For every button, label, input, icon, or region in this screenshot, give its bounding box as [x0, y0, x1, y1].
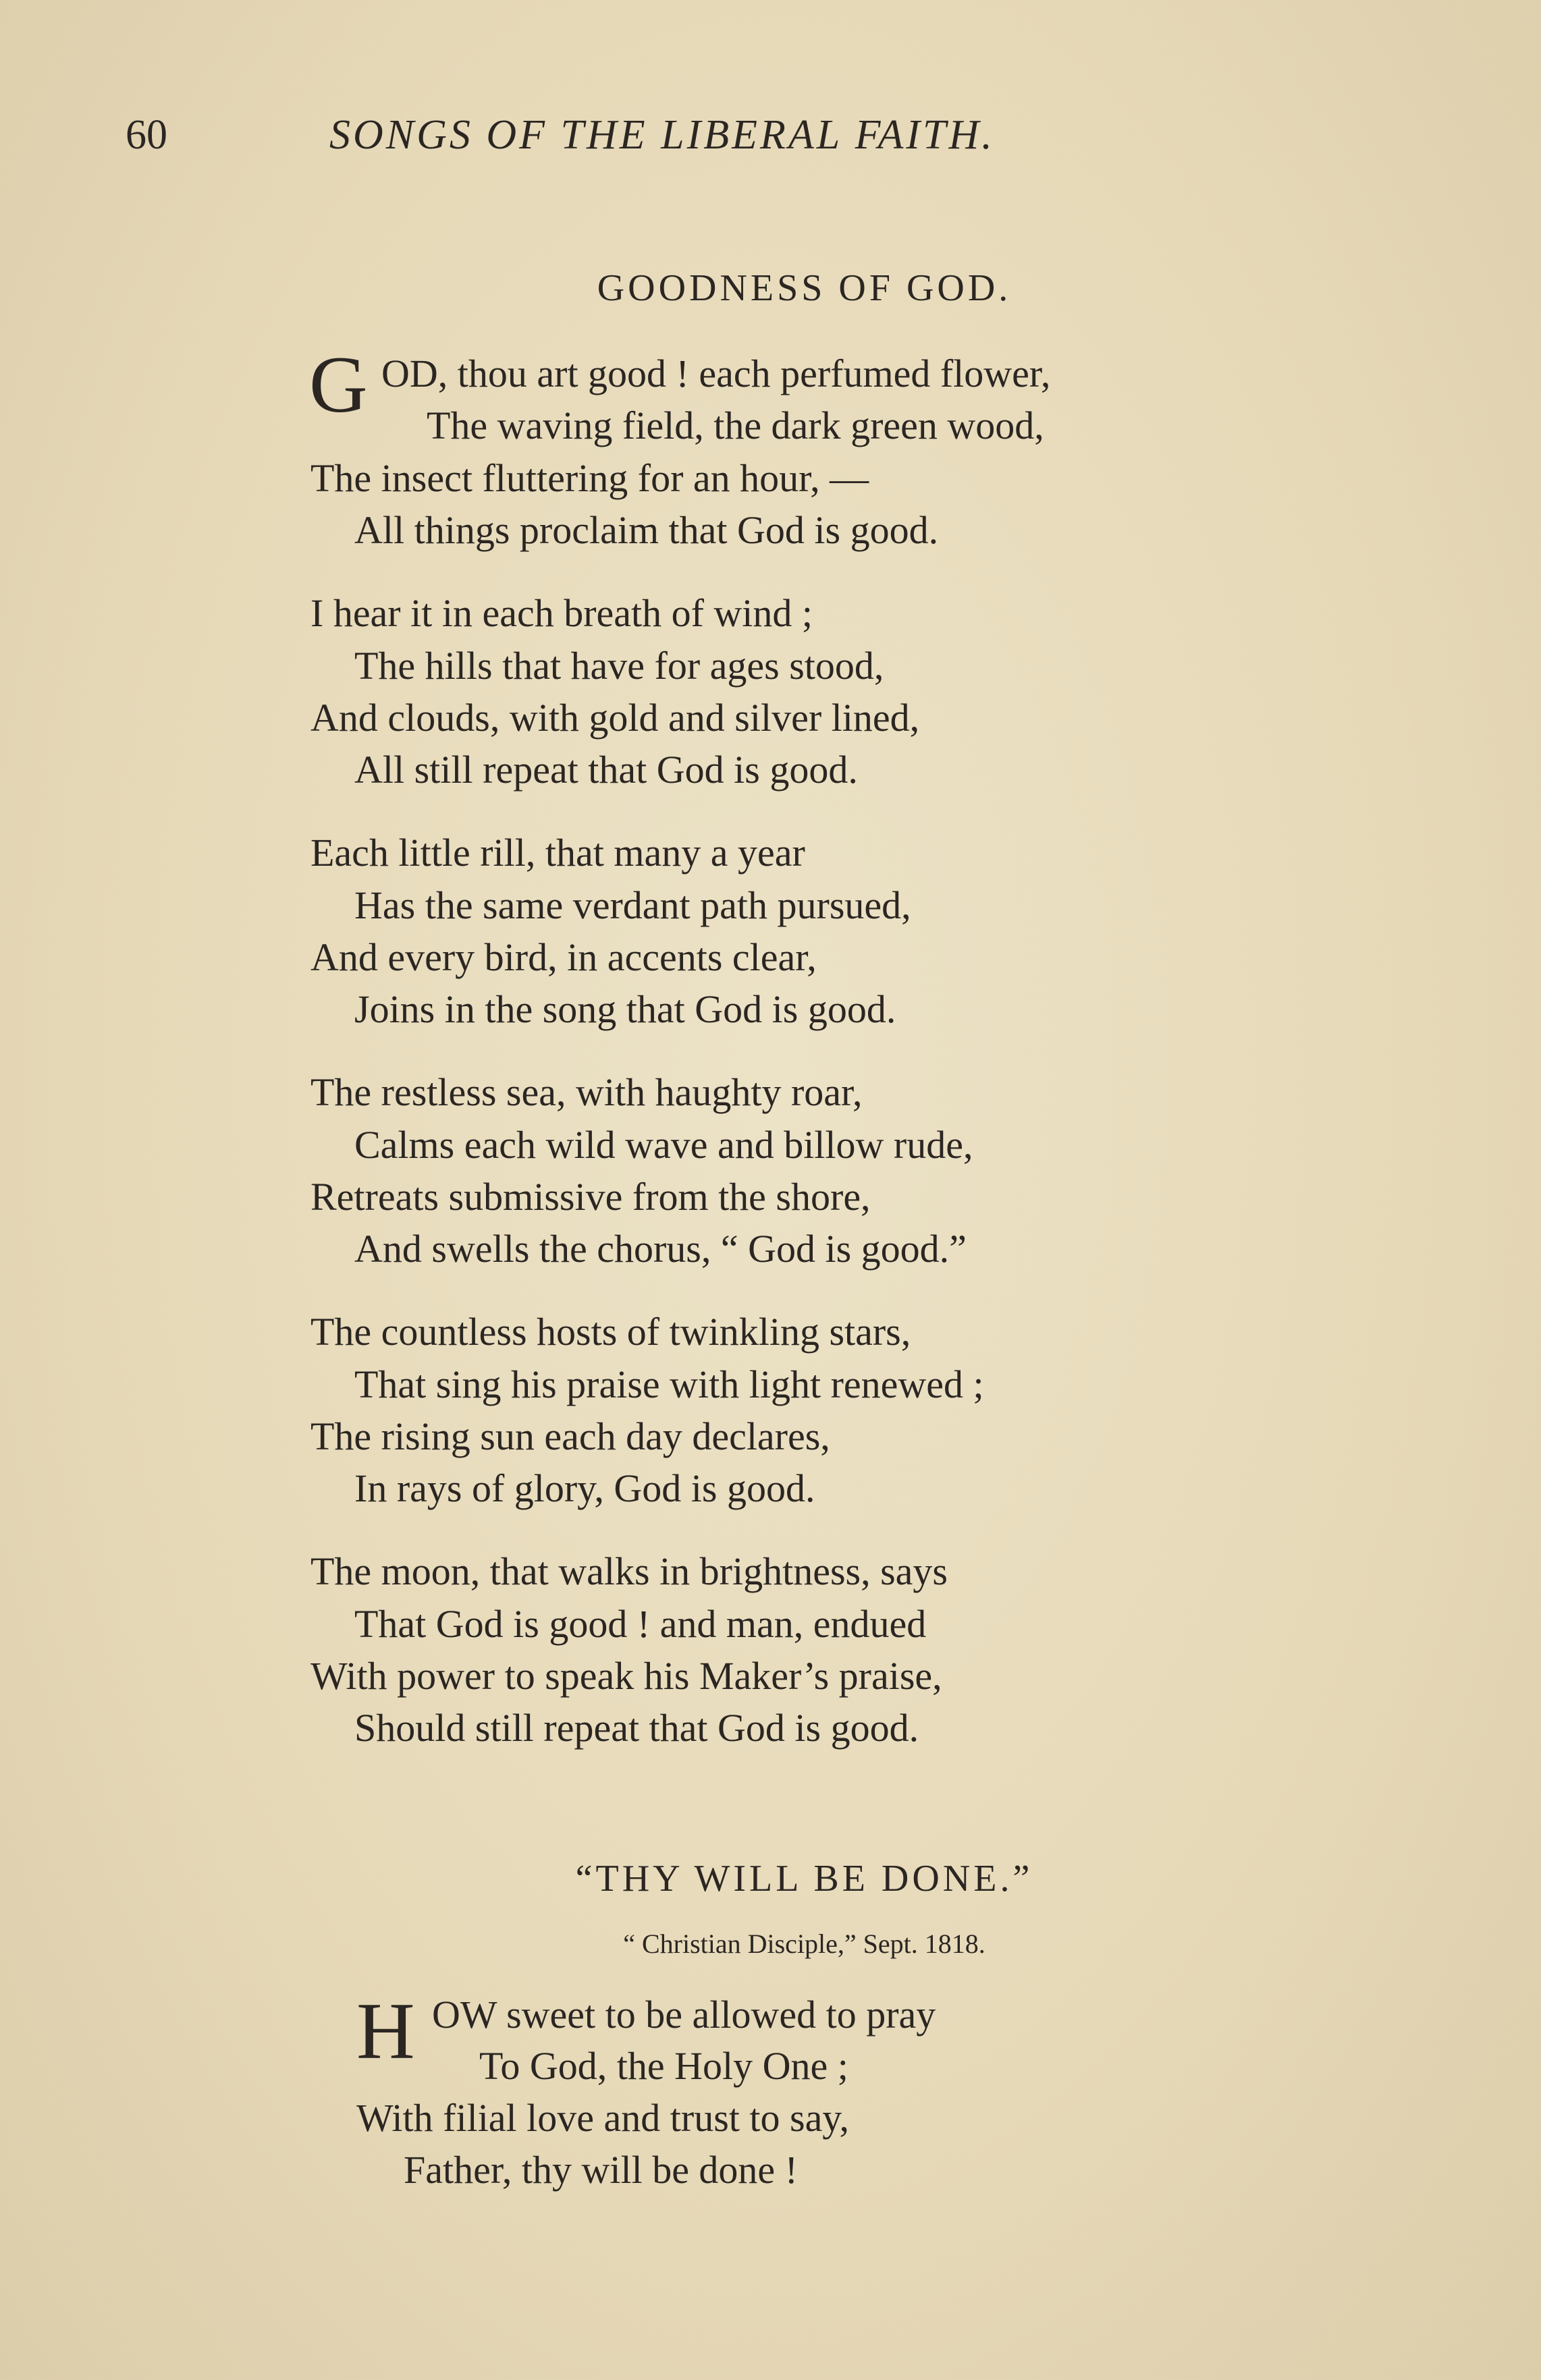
poem1-line-8: All still repeat that God is good. [354, 748, 858, 792]
page-number: 60 [126, 112, 167, 158]
poem1-line-6: The hills that have for ages stood, [354, 644, 884, 688]
poem2-line-3: With filial love and trust to say, [356, 2096, 850, 2140]
poem1-line-1: OD, thou art good ! each perfumed flower, [381, 352, 1051, 395]
poem1-line-4: All things proclaim that God is good. [354, 508, 939, 552]
running-head [0, 111, 1541, 165]
poem-source-note: “ Christian Disciple,” Sept. 1818. [623, 1929, 985, 1959]
poem1-line-9: Each little rill, that many a year [310, 831, 805, 875]
poem1-line-18: That sing his praise with light renewed ; [354, 1362, 984, 1406]
poem1-line-3: The insect fluttering for an hour, — [310, 456, 869, 500]
poem1-line-12: Joins in the song that God is good. [354, 987, 896, 1031]
poem1-line-13: The restless sea, with haughty roar, [310, 1070, 863, 1114]
poem1-line-19: The rising sun each day declares, [310, 1414, 830, 1458]
poem1-line-20: In rays of glory, God is good. [354, 1466, 815, 1510]
poem1-line-7: And clouds, with gold and silver lined, [310, 696, 920, 740]
poem1-line-21: The moon, that walks in brightness, says [310, 1549, 948, 1593]
poem1-line-16: And swells the chorus, “ God is good.” [354, 1227, 967, 1271]
poem2-line-2: To God, the Holy One ; [479, 2044, 848, 2088]
drop-cap-h: H [356, 1986, 415, 2076]
poem1-line-22: That God is good ! and man, endued [354, 1602, 927, 1646]
poem1-line-23: With power to speak his Maker’s praise, [310, 1654, 942, 1698]
poem1-line-24: Should still repeat that God is good. [354, 1706, 919, 1750]
poem1-line-14: Calms each wild wave and billow rude, [354, 1123, 973, 1167]
poem1-line-17: The countless hosts of twinkling stars, [310, 1310, 911, 1354]
poem1-line-5: I hear it in each breath of wind ; [310, 591, 813, 635]
poem2-line-1: OW sweet to be allowed to pray [432, 1993, 936, 2037]
running-title: SONGS OF THE LIBERAL FAITH. [329, 112, 995, 158]
drop-cap-g: G [309, 339, 368, 429]
poem2-line-4: Father, thy will be done ! [404, 2148, 798, 2192]
poem1-line-15: Retreats submissive from the shore, [310, 1175, 871, 1219]
poem1-line-2: The waving field, the dark green wood, [427, 404, 1044, 447]
poem-title-thy-will-be-done: “THY WILL BE DONE.” [575, 1858, 1033, 1900]
poem-title-goodness-of-god: GOODNESS OF GOD. [597, 267, 1012, 309]
poem1-line-11: And every bird, in accents clear, [310, 935, 817, 979]
poem1-line-10: Has the same verdant path pursued, [354, 883, 911, 927]
